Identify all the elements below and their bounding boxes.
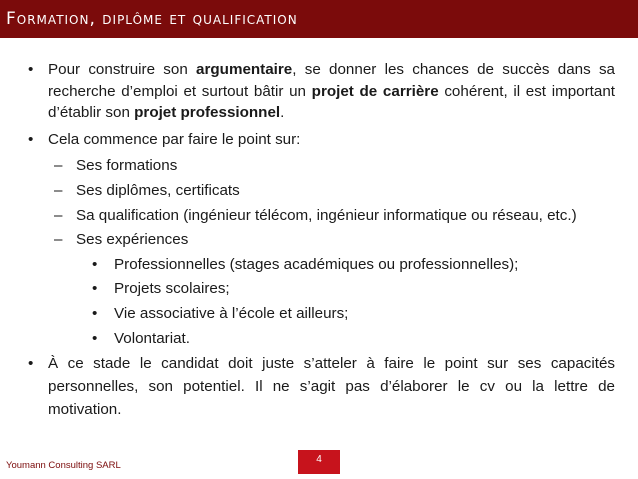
sub-sub-item-text: Volontariat. <box>114 329 190 347</box>
bullet-icon: • <box>92 304 98 322</box>
sub-item-text: Ses expériences <box>76 231 189 249</box>
sub-item-text: Ses diplômes, certificats <box>76 181 240 199</box>
bullet-icon: • <box>92 280 98 298</box>
keyword: projet de carrière <box>311 82 439 100</box>
bullet-icon: • <box>28 61 34 78</box>
dash-icon: – <box>54 231 63 249</box>
bullet-item <box>28 59 615 124</box>
sub-item <box>28 155 615 177</box>
slide-content <box>28 59 615 426</box>
dash-icon: – <box>54 206 63 224</box>
page-number: 4 <box>298 450 340 474</box>
bullet-icon: • <box>92 329 98 347</box>
bullet-item <box>28 352 615 421</box>
bullet-text: Pour construire son <box>48 61 197 78</box>
sub-sub-item <box>28 328 615 350</box>
bullet-text: À ce stade le candidat doit juste s’atteler à faire le point sur ses capacités personnelles, son potentiel. Il ne s’agit pas d’élaborer le cv ou la lettre de motivation. <box>48 355 615 419</box>
keyword: argumentaire <box>196 61 293 78</box>
bullet-text: , se donner les chances de succès dans sa recherche d’emploi et surtout bâtir un <box>48 61 615 100</box>
title-bar <box>0 0 638 38</box>
bullet-icon: • <box>28 130 34 148</box>
sub-sub-item <box>28 303 615 325</box>
bullet-text: . <box>280 104 285 122</box>
sub-sub-item <box>28 278 615 300</box>
dash-icon: – <box>54 181 63 199</box>
sub-sub-item-text: Projets scolaires; <box>114 280 230 298</box>
footer-company: Youmann Consulting SARL <box>6 460 121 471</box>
sub-item-text: Ses formations <box>76 157 178 175</box>
sub-sub-item-text: Professionnelles (stages académiques ou professionnelles); <box>114 255 519 273</box>
bullet-icon: • <box>28 355 34 373</box>
keyword: projet professionnel <box>134 104 281 122</box>
sub-sub-item <box>28 254 615 276</box>
bullet-text: cohérent, il est important d’établir son <box>48 82 615 122</box>
slide-title: Formation, diplôme et qualification <box>6 9 298 29</box>
bullet-item <box>28 129 615 151</box>
sub-item <box>28 205 615 227</box>
sub-item <box>28 180 615 202</box>
sub-item-text: Sa qualification (ingénieur télécom, ingénieur informatique ou réseau, etc.) <box>76 206 577 224</box>
dash-icon: – <box>54 157 63 175</box>
sub-item <box>28 229 615 251</box>
sub-sub-item-text: Vie associative à l’école et ailleurs; <box>114 304 349 322</box>
bullet-text: Cela commence par faire le point sur: <box>48 130 301 148</box>
bullet-icon: • <box>92 255 98 273</box>
